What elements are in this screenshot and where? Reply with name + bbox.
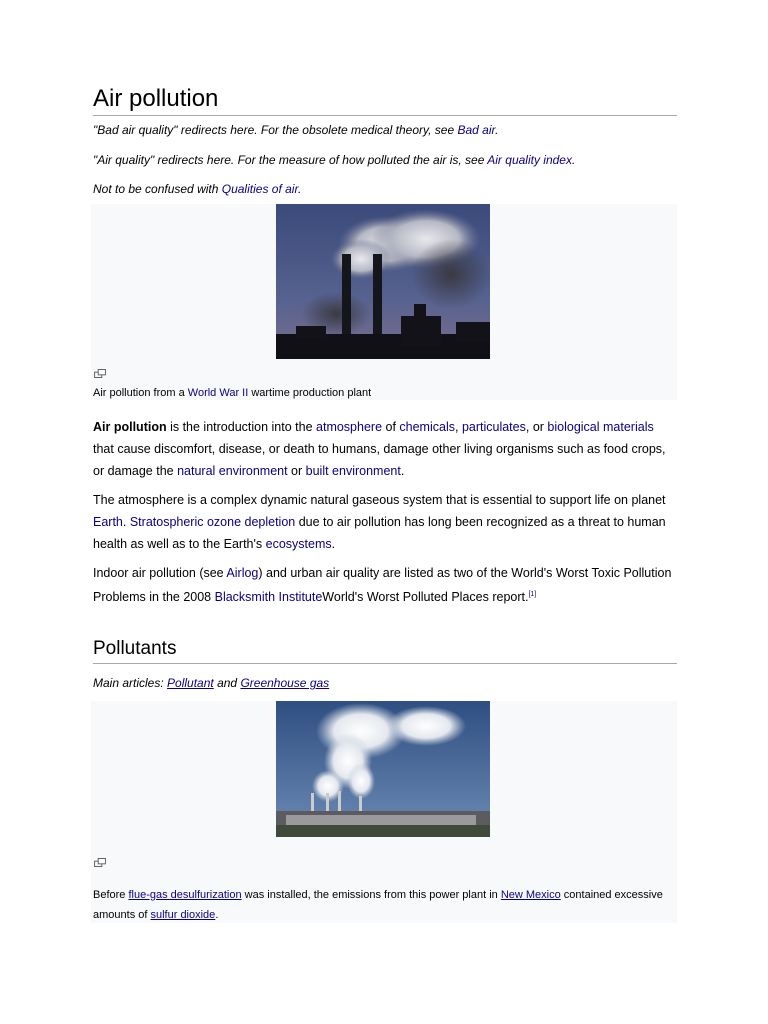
hatnote-text: . (298, 182, 302, 196)
text: Indoor air pollution (see (93, 566, 227, 580)
link-ozone-depletion[interactable]: Stratospheric ozone depletion (129, 515, 296, 529)
link-ecosystems[interactable]: ecosystems (265, 537, 332, 551)
caption-text: contained excessive amounts of (93, 889, 663, 921)
text: . (400, 464, 405, 478)
hatnote-qualities (93, 181, 677, 197)
link-pollutant[interactable]: Pollutant (167, 676, 214, 690)
text: World's Worst Polluted Places report. (322, 590, 529, 605)
link-earth[interactable]: Earth (93, 515, 123, 529)
link-air-quality-index[interactable]: Air quality index (487, 153, 572, 167)
text: or (287, 464, 306, 478)
hatnote-air-quality (93, 152, 677, 168)
page-title: Air pollution (93, 84, 677, 116)
caption-text: Air pollution from a (93, 387, 188, 399)
wwii-plant-image[interactable] (276, 204, 490, 359)
link-world-war-ii[interactable]: World War II (187, 387, 249, 399)
indoor-pollution-paragraph (93, 562, 677, 608)
link-blacksmith-institute[interactable]: Blacksmith Institute (214, 590, 323, 605)
link-new-mexico[interactable]: New Mexico (500, 889, 561, 901)
title-block (93, 84, 677, 116)
text: due to air pollution has long been recognized as a threat to human health as well as to the Earth's (93, 515, 666, 551)
text: of (382, 420, 400, 434)
text: , or (525, 420, 548, 434)
atmosphere-paragraph (93, 489, 677, 555)
section-heading-pollutants: Pollutants (93, 637, 677, 664)
hatnote-text: . (571, 153, 576, 167)
main-articles-note (93, 675, 677, 691)
hatnote-text: Not to be confused with (93, 182, 222, 196)
hatnote-text: Main articles: (93, 676, 168, 690)
link-bad-air[interactable]: Bad air (457, 123, 496, 137)
text: . (122, 515, 130, 529)
text: The atmosphere is a complex dynamic natural gaseous system that is essential to support life on planet (93, 493, 666, 507)
caption-text: Before (93, 889, 129, 901)
link-qualities-of-air[interactable]: Qualities of air (221, 182, 299, 196)
figure-wwii-plant (91, 204, 677, 400)
link-biological-materials[interactable]: biological materials (547, 420, 654, 434)
hatnote-text: "Bad air quality" redirects here. For the obsolete medical theory, see (93, 123, 458, 137)
caption-text: was installed, the emissions from this power plant in (241, 889, 501, 901)
link-greenhouse-gas[interactable]: Greenhouse gas (240, 676, 330, 690)
text: , (454, 420, 462, 434)
hatnote-bad-air (93, 122, 677, 138)
caption-text: . (215, 909, 219, 921)
hatnote-text: . (495, 123, 499, 137)
link-atmosphere[interactable]: atmosphere (316, 420, 383, 434)
bold-term: Air pollution (93, 420, 167, 434)
link-sulfur-dioxide[interactable]: sulfur dioxide (150, 909, 216, 921)
enlarge-icon[interactable] (94, 369, 106, 378)
text: . (331, 537, 336, 551)
intro-paragraph (93, 416, 677, 482)
link-natural-environment[interactable]: natural environment (177, 464, 288, 478)
power-plant-image[interactable] (276, 701, 490, 837)
link-chemicals[interactable]: chemicals (399, 420, 455, 434)
figure-caption (93, 885, 673, 925)
link-particulates[interactable]: particulates (461, 420, 526, 434)
reference-link[interactable]: [1] (528, 591, 537, 598)
link-built-environment[interactable]: built environment (305, 464, 401, 478)
caption-text: wartime production plant (248, 387, 372, 399)
hatnote-text: "Air quality" redirects here. For the measure of how polluted the air is, see (93, 153, 488, 167)
enlarge-icon[interactable] (94, 858, 106, 867)
link-flue-gas-desulfurization[interactable]: flue-gas desulfurization (128, 889, 242, 901)
figure-power-plant (91, 701, 677, 923)
link-airlog[interactable]: Airlog (226, 566, 259, 580)
text: is the introduction into the (166, 420, 317, 434)
hatnote-text: and (213, 676, 241, 690)
figure-caption (93, 383, 371, 403)
text: that cause discomfort, disease, or death to humans, damage other living organisms such as food crops, or damage the (93, 442, 666, 478)
text: ) and urban air quality are listed as two of the World's Worst Toxic Pollution Problems in the 2008 (93, 566, 672, 605)
